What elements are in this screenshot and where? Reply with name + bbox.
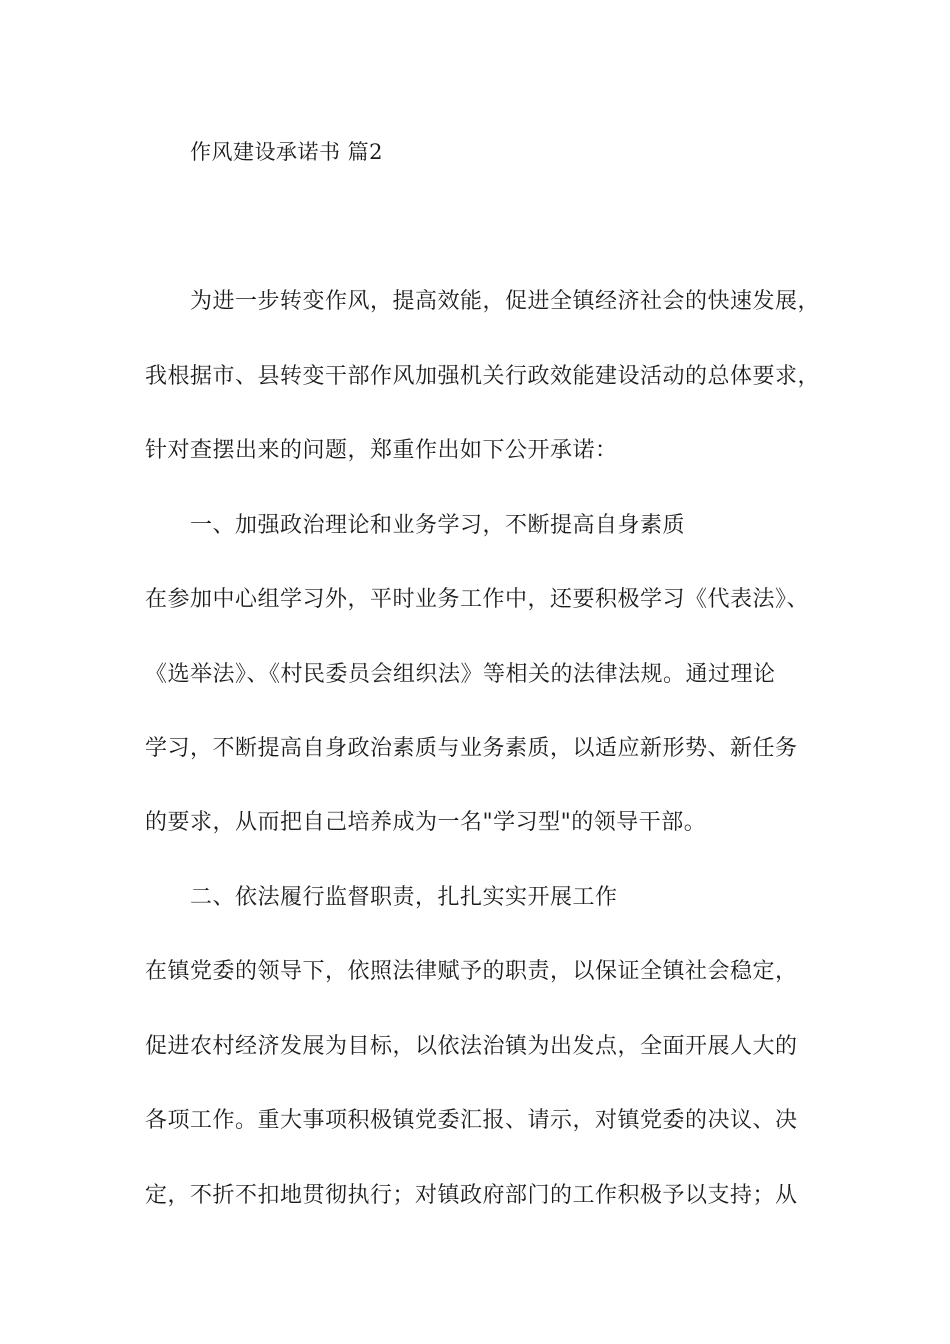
paragraph-line: 为进一步转变作风，提高效能，促进全镇经济社会的快速发展， [190,289,821,314]
document-title: 作风建设承诺书 篇2 [190,140,384,164]
paragraph-line: 定，不折不扣地贯彻执行；对镇政府部门的工作积极予以支持；从 [145,1183,798,1208]
paragraph-line: 在参加中心组学习外，平时业务工作中，还要积极学习《代表法》、 [145,587,810,612]
paragraph-line: 各项工作。重大事项积极镇党委汇报、请示，对镇党委的决议、决 [145,1108,798,1133]
section-heading: 一、加强政治理论和业务学习，不断提高自身素质 [190,513,686,538]
paragraph-line: 《选举法》、《村民委员会组织法》等相关的法律法规。通过理论 [145,662,776,687]
paragraph-line: 在镇党委的领导下，依照法律赋予的职责，以保证全镇社会稳定， [145,959,798,984]
paragraph-line: 我根据市、县转变干部作风加强机关行政效能建设活动的总体要求， [145,364,821,389]
paragraph-line: 针对查摆出来的问题，郑重作出如下公开承诺： [145,438,618,463]
section-heading: 二、依法履行监督职责，扎扎实实开展工作 [190,885,618,910]
paragraph-line: 促进农村经济发展为目标，以依法治镇为出发点，全面开展人大的 [145,1034,798,1059]
paragraph-line: 的要求，从而把自己培养成为一名"学习型"的领导干部。 [145,810,707,835]
paragraph-line: 学习，不断提高自身政治素质与业务素质，以适应新形势、新任务 [145,736,798,761]
